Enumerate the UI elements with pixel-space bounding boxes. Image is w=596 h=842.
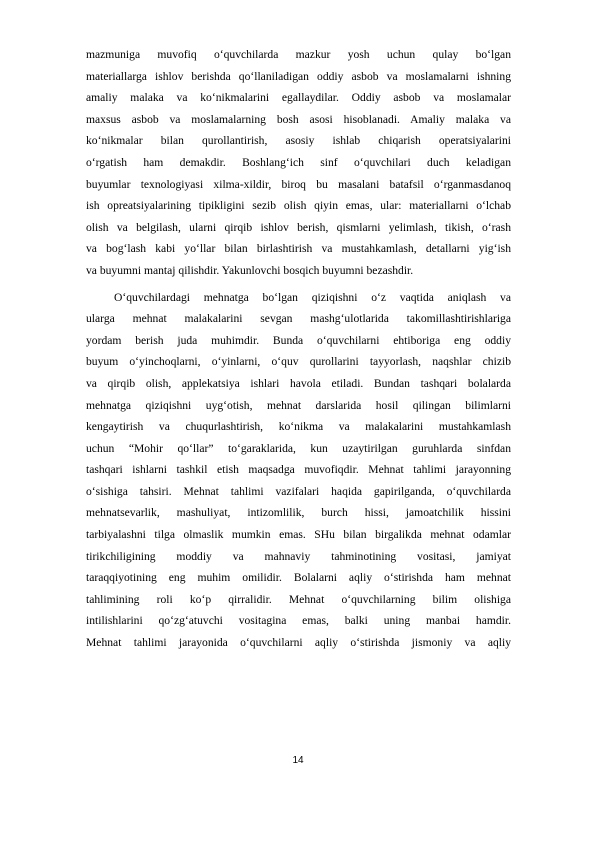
paragraph-line: va qirqib olish, applekatsiya ishlari havola etiladi. Bundan tashqari bolalarda <box>86 376 511 390</box>
paragraph-line: buyum o‘yinchoqlarni, o‘yinlarni, o‘quv qurollarini tayyorlash, naqshlar chizib <box>86 355 511 369</box>
paragraph-line: O‘quvchilardagi mehnatga bo‘lgan qiziqishni o‘z vaqtida aniqlash va <box>114 290 511 304</box>
paragraph-line: o‘rgatish ham demakdir. Boshlang‘ich sinf o‘quvchilari duch keladigan <box>86 155 511 169</box>
paragraph-line: o‘sishiga tahsiri. Mehnat tahlimi vazifalari haqida gapirilganda, o‘quvchilarda <box>86 484 511 498</box>
paragraph-line: mehnatsevarlik, mashuliyat, intizomlilik, burch hissi, jamoatchilik hissini <box>86 506 511 520</box>
paragraph-line: amaliy malaka va ko‘nikmalarini egallaydilar. Oddiy asbob va moslamalar <box>86 91 511 105</box>
paragraph-line: maxsus asbob va moslamalarning bosh asosi hisoblanadi. Amaliy malaka va <box>86 112 511 126</box>
paragraph-line: kengaytirish va chuqurlashtirish, ko‘nikma va malakalarini mustahkamlash <box>86 420 511 434</box>
paragraph-line: yordam berish juda muhimdir. Bunda o‘quvchilarni ehtiboriga eng oddiy <box>86 333 511 347</box>
paragraph-line: va bog‘lash kabi yo‘llar bilan birlashtirish va mustahkamlash, detallarni yig‘ish <box>86 242 511 256</box>
page-number: 14 <box>292 755 304 766</box>
paragraph-line: ularga mehnat malakalarini sevgan mashg‘ulotlarida takomillashtirishlariga <box>86 312 511 326</box>
paragraph-1 <box>86 44 511 282</box>
paragraph-line: ish opreatsiyalarining tipikligini sezib olish qiyin emas, ular: materiallarni o‘lchab <box>86 199 511 213</box>
paragraph-line: mehnatga qiziqishni uyg‘otish, mehnat darslarida hosil qilingan bilimlarni <box>86 398 511 412</box>
paragraph-line: taraqqiyotining eng muhim omilidir. Bolalarni aqliy o‘stirishda ham mehnat <box>86 571 511 585</box>
paragraph-line: mazmuniga muvofiq o‘quvchilarda mazkur yosh uchun qulay bo‘lgan <box>86 48 511 61</box>
paragraph-line: tirikchiligining moddiy va mahnaviy tahminotining vositasi, jamiyat <box>86 549 511 563</box>
paragraph-line: uchun “Mohir qo‘llar” to‘garaklarida, kun uzaytirilgan guruhlarda sinfdan <box>86 441 511 455</box>
paragraph-line: buyumlar texnologiyasi xilma-xildir, biroq bu masalani batafsil o‘rganmasdanoq <box>86 177 511 191</box>
paragraph-line: tahlimining roli ko‘p qirralidir. Mehnat o‘quvchilarning bilim olishiga <box>86 592 511 606</box>
paragraph-line: va buyumni mantaj qilishdir. Yakunlovchi bosqich buyumni bezashdir. <box>86 263 414 277</box>
paragraph-line: olish va belgilash, ularni qirqib ishlov berish, qismlarni yelimlash, tikish, o‘rash <box>86 220 511 234</box>
document-page <box>86 44 511 654</box>
paragraph-line: materiallarga ishlov berishda qo‘llaniladigan oddiy asbob va moslamalarni ishning <box>86 69 511 83</box>
paragraph-line: tarbiyalashni tilga olmaslik mumkin emas. SHu bilan birgalikda mehnat odamlar <box>86 528 511 542</box>
paragraph-line: ko‘nikmalar bilan qurollantirish, asosiy ishlab chiqarish operatsiyalarini <box>86 134 511 148</box>
paragraph-line: Mehnat tahlimi jarayonida o‘quvchilarni aqliy o‘stirishda jismoniy va aqliy <box>86 636 511 650</box>
paragraph-line: intilishlarini qo‘zg‘atuvchi vositagina emas, balki uning manbai hamdir. <box>86 614 511 628</box>
paragraph-2 <box>86 287 511 654</box>
paragraph-line: tashqari ishlarni tashkil etish maqsadga muvofiqdir. Mehnat tahlimi jarayonning <box>86 463 511 477</box>
